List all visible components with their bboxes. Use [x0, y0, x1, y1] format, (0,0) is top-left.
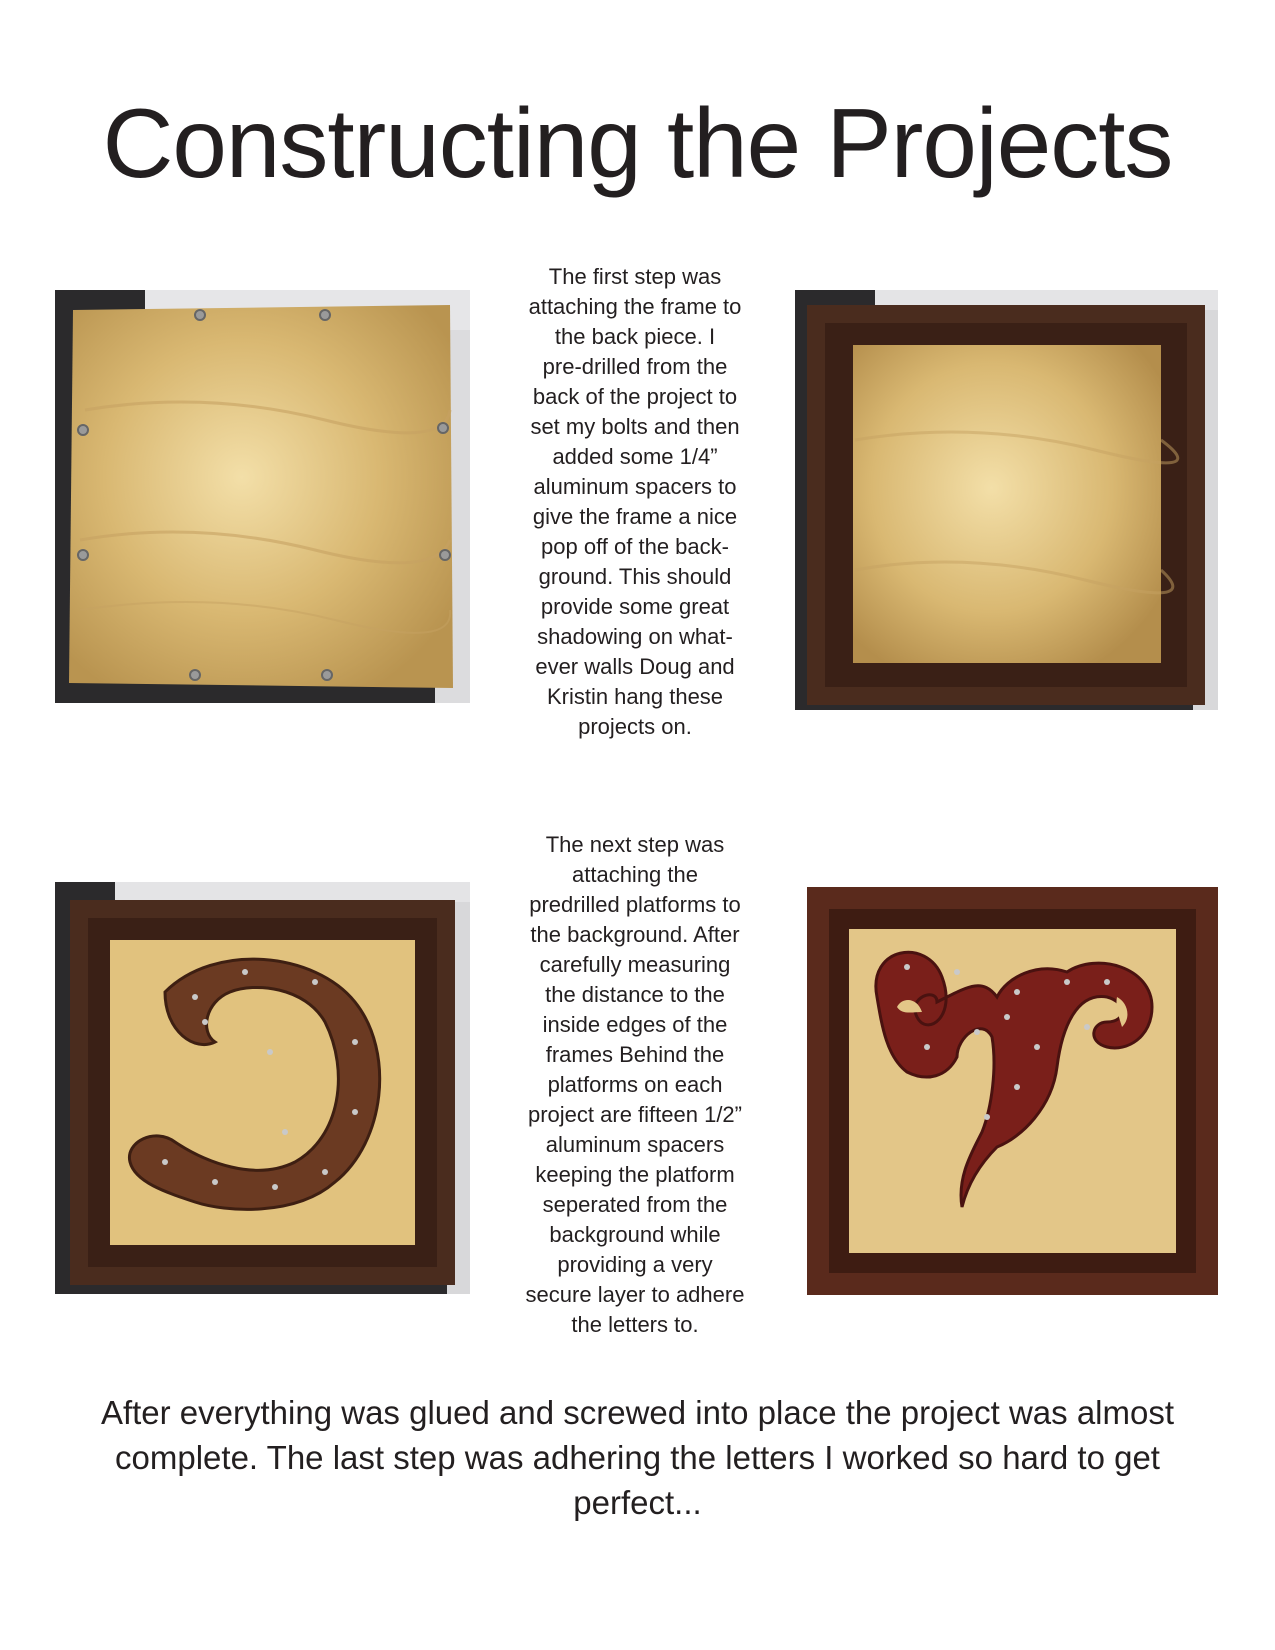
step-two-caption: The next step was attaching the predrilled platforms to the background. After carefully measuring the distance to the inside edges of the frames Behind the platforms on each project are fifteen 1/2” aluminum spacers keeping the platform seperated from the background while providing a very secure layer to adhere the letters to.: [525, 832, 745, 1337]
framed-back-photo: [795, 290, 1218, 710]
letter-d-photo: [55, 882, 470, 1294]
page-title: Constructing the Projects: [102, 88, 1173, 198]
back-piece-photo: [55, 290, 470, 703]
letter-m-photo: [807, 887, 1218, 1295]
step-one-caption: The first step was attaching the frame to the back piece. I pre-drilled from the back of the project to set my bolts and then added some 1/4” aluminum spacers to give the frame a nice pop off of the back- ground. This should provide some great shadowing on what- ever walls Doug and Kristin hang these projects on.: [528, 264, 742, 739]
closing-paragraph: After everything was glued and screwed into place the project was almost complete. The last step was adhering the letters I worked so hard to get perfect...: [100, 1394, 1175, 1521]
